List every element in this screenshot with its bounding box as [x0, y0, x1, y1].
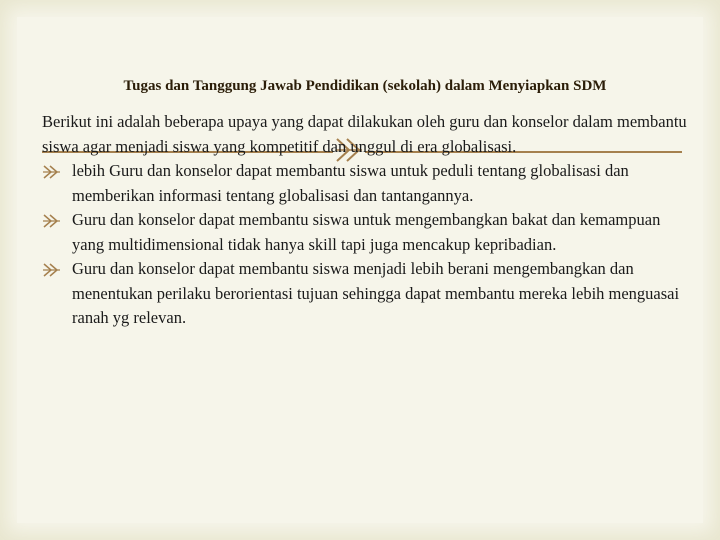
bullet-text: Guru dan konselor dapat membantu siswa untuk mengembangkan bakat dan kemampuan yang multidimensional tidak hanya skill tapi juga mencakup kepribadian. [72, 210, 661, 254]
bullet-text: Guru dan konselor dapat membantu siswa menjadi lebih berani mengembangkan dan menentukan perilaku berorientasi tujuan sehingga dapat membantu mereka lebih menguasai ranah yg relevan. [72, 259, 680, 327]
slide-title: Tugas dan Tanggung Jawab Pendidikan (sekolah) dalam Menyiapkan SDM [123, 78, 607, 94]
bullet-text: lebih Guru dan konselor dapat membantu siswa untuk peduli tentang globalisasi dan memberikan informasi tentang globalisasi dan tantangannya. [72, 161, 629, 205]
double-arrow-bullet-icon [42, 261, 62, 277]
list-item [42, 159, 692, 208]
list-item [42, 257, 692, 331]
slide-body [42, 110, 692, 331]
double-arrow-bullet-icon [42, 212, 62, 228]
bullet-list [42, 159, 692, 331]
list-item [42, 208, 692, 257]
intro-paragraph: Berikut ini adalah beberapa upaya yang dapat dilakukan oleh guru dan konselor dalam membantu siswa agar menjadi siswa yang kompetitif dan unggul di era globalisasi. [42, 112, 687, 156]
double-arrow-bullet-icon [42, 163, 62, 179]
